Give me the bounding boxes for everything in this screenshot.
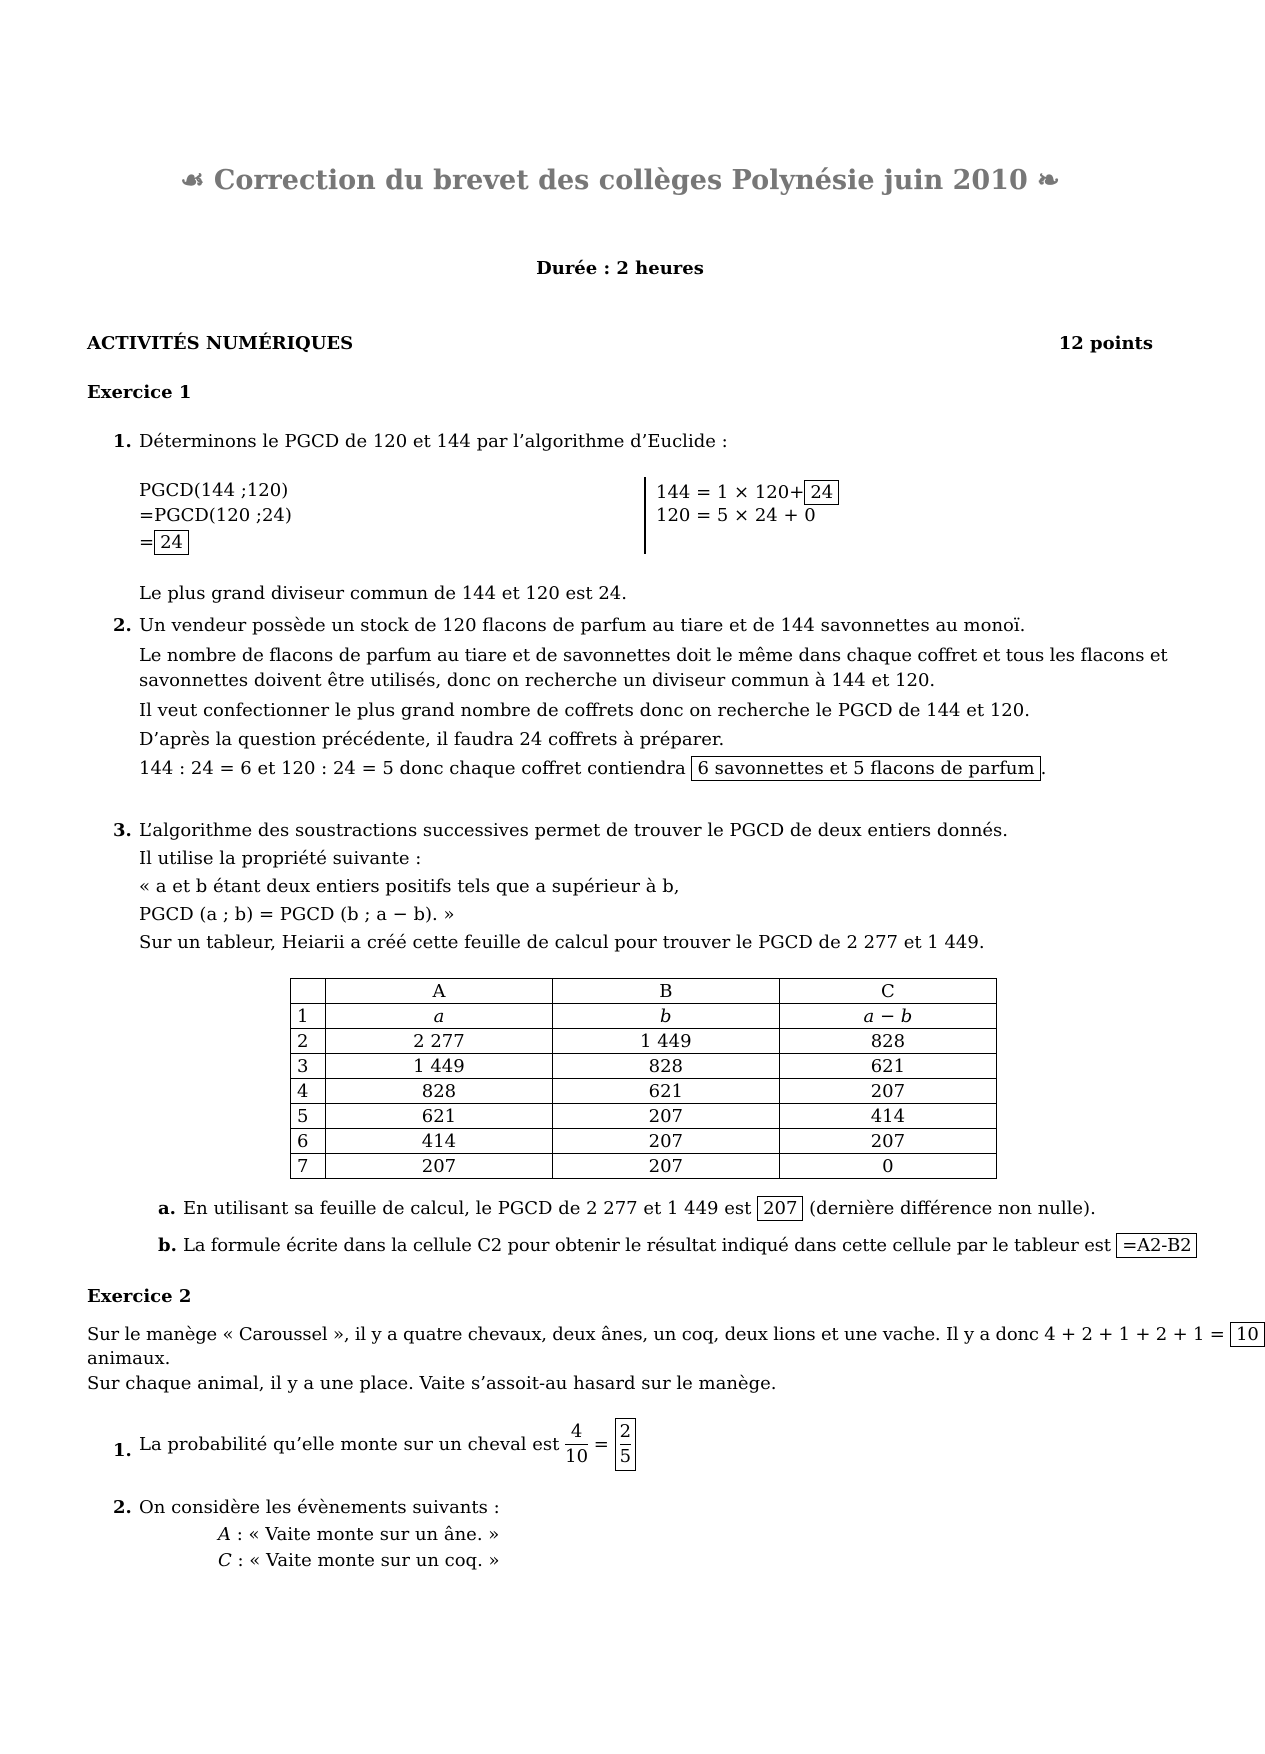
q3b-prefix: La formule écrite dans la cellule C2 pour obtenir le résultat indiqué dans cette cellule par le tableur est [183,1235,1111,1256]
table-cell: 1 449 [552,1029,779,1054]
q3a-prefix: En utilisant sa feuille de calcul, le PGCD de 2 277 et 1 449 est [183,1198,752,1219]
euclid-right-line-2: 120 = 5 × 24 + 0 [656,505,816,526]
table-cell: 414 [326,1129,553,1154]
table-cell: 207 [779,1129,996,1154]
q2-answer-box: 6 savonnettes et 5 flacons de parfum [691,756,1040,781]
table-row [291,1104,997,1129]
ex2-q2-text: On considère les évènements suivants : [139,1497,500,1518]
q1-number: 1. [113,431,132,452]
fraction-numerator: 4 [565,1420,588,1445]
table-cell: 828 [779,1029,996,1054]
header-cell: A [326,979,553,1004]
table-cell: 828 [326,1079,553,1104]
table-cell: 621 [779,1054,996,1079]
q2-line-3: savonnettes doivent être utilisés, donc on recherche un diviseur commun à 144 et 120. [139,670,936,691]
header-cell: C [779,979,996,1004]
q2-number: 2. [113,615,132,636]
table-cell: 1 [291,1004,326,1029]
ex2-total-box: 10 [1230,1322,1265,1347]
table-cell: 621 [552,1079,779,1104]
q3b-label: b. [158,1235,177,1256]
table-header-row [291,979,997,1004]
page-title: Correction du brevet des collèges Polynésie juin 2010 [213,165,1028,196]
euclid-left-line-3 [139,530,189,555]
table-cell: 207 [552,1104,779,1129]
table-cell: 1 449 [326,1054,553,1079]
euclid-remainder-box: 24 [804,480,839,505]
event-c [218,1550,500,1571]
q1-conclusion: Le plus grand diviseur commun de 144 et 120 est 24. [139,583,627,604]
euclid-right-line-1 [656,480,839,505]
equals-sign: = [139,532,155,553]
q3-line-2: Il utilise la propriété suivante : [139,848,422,869]
exercise-2-title: Exercice 2 [87,1286,192,1307]
table-cell: 0 [779,1154,996,1179]
q2-answer-prefix: 144 : 24 = 6 et 120 : 24 = 5 donc chaque coffret contiendra [139,758,686,779]
q2-line-4: Il veut confectionner le plus grand nombre de coffrets donc on recherche le PGCD de 144 et 120. [139,700,1030,721]
q2-line-6 [139,756,1046,781]
event-a-text: : « Vaite monte sur un âne. » [231,1524,500,1545]
table-cell: a [326,1004,553,1029]
fraction-4-10 [565,1420,588,1469]
q1-text: Déterminons le PGCD de 120 et 144 par l’algorithme d’Euclide : [139,431,728,452]
table-cell: 621 [326,1104,553,1129]
table-row [291,1129,997,1154]
q3-line-1: L’algorithme des soustractions successives permet de trouver le PGCD de deux entiers donnés. [139,820,1009,841]
fraction-denominator: 10 [565,1446,589,1467]
euclid-step-1: 144 = 1 × 120+ [656,482,805,503]
table-cell: 207 [779,1079,996,1104]
ornament-right-icon: ❧ [1037,165,1060,196]
euclid-separator [644,477,646,554]
euclid-left-line-2: =PGCD(120 ;24) [139,505,292,526]
header-cell [291,979,326,1004]
duration: Durée : 2 heures [536,258,704,279]
table-cell: 207 [552,1129,779,1154]
exercise-1-title: Exercice 1 [87,382,192,403]
q3-line-4: PGCD (a ; b) = PGCD (b ; a − b). » [139,904,455,925]
event-a-label: A [218,1524,231,1545]
page-title-line [0,165,1240,196]
table-cell: 414 [779,1104,996,1129]
q3a-line [183,1196,1096,1221]
section-points: 12 points [1058,333,1153,354]
euclid-result-box: 24 [154,530,189,555]
table-cell: 7 [291,1154,326,1179]
euclid-left-line-1: PGCD(144 ;120) [139,480,289,501]
q3-number: 3. [113,820,132,841]
spreadsheet-table [290,978,997,1179]
table-cell: a − b [779,1004,996,1029]
ex2-q1-number: 1. [113,1440,132,1461]
q3a-answer-box: 207 [757,1196,803,1221]
q3-line-3: « a et b étant deux entiers positifs tels que a supérieur à b, [139,876,680,897]
event-c-label: C [218,1550,232,1571]
table-cell: 207 [326,1154,553,1179]
ex2-intro-line-2: animaux. [87,1348,171,1369]
table-cell: b [552,1004,779,1029]
ex2-q2-number: 2. [113,1497,132,1518]
event-c-text: : « Vaite monte sur un coq. » [231,1550,500,1571]
q3a-label: a. [158,1198,176,1219]
table-row [291,1154,997,1179]
table-cell: 4 [291,1079,326,1104]
ex2-intro-line-3: Sur chaque animal, il y a une place. Vaite s’assoit-au hasard sur le manège. [87,1373,777,1394]
table-cell: 2 [291,1029,326,1054]
ex2-intro-line-1 [87,1322,1265,1347]
section-title: ACTIVITÉS NUMÉRIQUES [87,333,354,354]
table-cell: 207 [552,1154,779,1179]
q2-line-2: Le nombre de flacons de parfum au tiare et de savonnettes doit le même dans chaque coffret et tous les flacons et [139,645,1168,666]
ex2-q1-text: La probabilité qu’elle monte sur un cheval est [139,1434,560,1455]
fraction-numerator: 2 [620,1420,631,1445]
ex2-intro-prefix: Sur le manège « Caroussel », il y a quatre chevaux, deux ânes, un coq, deux lions et une vache. Il y a donc 4 + 2 + 1 + 2 + 1 = [87,1324,1225,1345]
q2-line-5: D’après la question précédente, il faudra 24 coffrets à préparer. [139,729,725,750]
header-cell: B [552,979,779,1004]
ex2-q1-line [139,1418,636,1471]
q2-answer-suffix: . [1040,758,1047,779]
fraction-denominator: 5 [619,1446,632,1467]
fraction-answer-box [615,1418,636,1471]
table-cell: 5 [291,1104,326,1129]
event-a [218,1524,499,1545]
table-cell: 3 [291,1054,326,1079]
table-row [291,1054,997,1079]
table-cell: 2 277 [326,1029,553,1054]
q2-line-1: Un vendeur possède un stock de 120 flacons de parfum au tiare et de 144 savonnettes au monoï. [139,615,1026,636]
table-row [291,1079,997,1104]
table-cell: 828 [552,1054,779,1079]
q3b-answer-box: =A2-B2 [1116,1233,1197,1258]
q3-line-5: Sur un tableur, Heiarii a créé cette feuille de calcul pour trouver le PGCD de 2 277 et 1 449. [139,932,985,953]
table-row [291,1004,997,1029]
table-cell: 6 [291,1129,326,1154]
equals-sign: = [593,1434,609,1455]
ornament-left-icon: ☙ [180,165,205,196]
table-row [291,1029,997,1054]
q3a-suffix: (dernière différence non nulle). [809,1198,1096,1219]
q3b-line [183,1233,1197,1258]
